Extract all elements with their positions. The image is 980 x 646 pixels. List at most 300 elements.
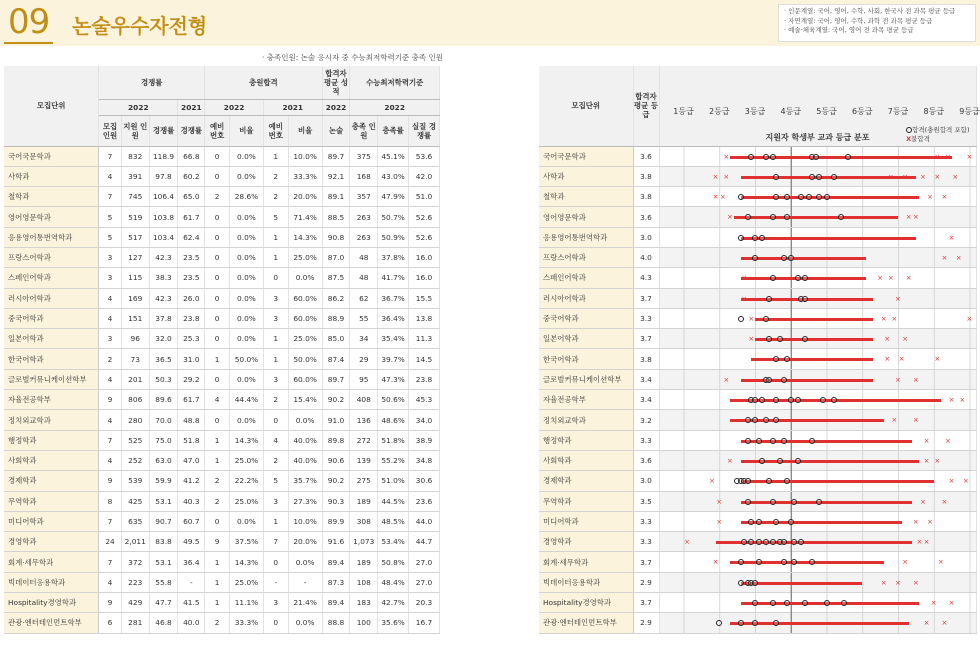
pass-marker (763, 539, 769, 545)
avg-grade: 2.9 (633, 572, 659, 592)
pass-marker (738, 235, 744, 241)
table-cell: 0.0% (229, 511, 263, 531)
col-2022: 2022 (350, 99, 440, 115)
table-row (539, 613, 976, 633)
unit-name: 정치외교학과 (4, 410, 99, 430)
table-cell: 15.5 (409, 288, 440, 308)
table-cell: 38.9 (409, 430, 440, 450)
table-cell: 31.0 (178, 349, 205, 369)
table-cell: 10.0% (288, 146, 322, 166)
pass-marker (748, 154, 754, 160)
table-cell: 45.1% (378, 146, 409, 166)
fail-marker: × (941, 497, 948, 506)
avg-grade: 3.2 (633, 410, 659, 430)
distribution-plot (659, 532, 976, 552)
fail-marker: × (726, 456, 733, 465)
pass-marker (752, 235, 758, 241)
table-cell: 25.0% (288, 329, 322, 349)
pass-marker (763, 316, 769, 322)
table-cell: 36.4% (378, 308, 409, 328)
table-cell: 0.0% (229, 268, 263, 288)
table-cell: 35.6% (378, 613, 409, 633)
table-cell: 53.4% (378, 532, 409, 552)
table-cell: 189 (350, 552, 378, 572)
avg-grade: 3.7 (633, 288, 659, 308)
table-cell: 5 (99, 207, 122, 227)
fail-marker: × (895, 578, 901, 587)
unit-name: 빅데이터응용학과 (4, 572, 99, 592)
fail-marker: × (719, 193, 726, 202)
col-ratio: 비율 (229, 115, 263, 146)
table-cell: 34.0 (409, 410, 440, 430)
applicant-range-bar (741, 379, 873, 382)
applicant-range-bar (741, 460, 920, 463)
unit-name: 자율전공학부 (4, 390, 99, 410)
table-cell: 115 (121, 268, 149, 288)
table-cell: 60.2 (178, 166, 205, 186)
unit-name: 한국어학과 (539, 349, 633, 369)
fail-marker: × (948, 477, 955, 486)
table-cell: 3 (263, 308, 288, 328)
fail-marker: × (723, 375, 730, 384)
table-cell: 15.4% (288, 390, 322, 410)
pass-marker (752, 255, 758, 261)
fail-marker: × (923, 436, 930, 445)
distribution-plot (659, 593, 976, 613)
table-cell: 16.7 (409, 613, 440, 633)
unit-name: 행정학과 (539, 430, 633, 450)
table-cell: 0.0% (229, 329, 263, 349)
fail-marker: × (934, 456, 941, 465)
pass-marker (752, 600, 758, 606)
table-row (4, 227, 440, 247)
pass-marker (738, 194, 744, 200)
fail-marker: × (937, 558, 944, 567)
table-cell: 87.5 (322, 268, 350, 288)
pass-marker (781, 255, 787, 261)
table-cell: 51.8% (378, 430, 409, 450)
table-cell: 37.8 (149, 308, 178, 328)
fail-marker: × (880, 578, 887, 587)
table-cell: 0.0% (288, 268, 322, 288)
table-cell: 50.6% (378, 390, 409, 410)
table-cell: 1 (263, 247, 288, 267)
table-cell: 100 (350, 613, 378, 633)
pass-marker (788, 255, 794, 261)
table-cell: 2 (263, 390, 288, 410)
note-arts: · 예술·체육계열: 국어, 영어 전 과목 평균 등급 (784, 26, 914, 34)
unit-name: 미디어학과 (539, 511, 633, 531)
table-cell: 53.1 (149, 552, 178, 572)
pass-marker (763, 154, 769, 160)
fail-marker: × (966, 152, 973, 161)
table-cell: 1 (205, 552, 230, 572)
section-number: 09 (4, 2, 53, 44)
section-title: 논술우수자전형 (72, 14, 208, 38)
table-cell: 36.4 (178, 552, 205, 572)
col-min-criteria: 수능최저학력기준 (350, 66, 440, 99)
table-row (4, 593, 440, 613)
table-cell: 42.3 (149, 288, 178, 308)
unit-name: 한국어학과 (4, 349, 99, 369)
table-cell: 90.2 (322, 471, 350, 491)
table-cell: 6 (99, 613, 122, 633)
table-cell: 108 (350, 572, 378, 592)
table-cell: 97.8 (149, 166, 178, 186)
table-row (4, 166, 440, 186)
fail-marker: × (709, 477, 715, 486)
table-cell: 83.8 (149, 532, 178, 552)
table-cell: 34 (350, 329, 378, 349)
table-cell: 189 (350, 491, 378, 511)
grade-tick-label: 7등급 (887, 106, 909, 116)
table-cell: 40.0% (288, 450, 322, 470)
pass-marker (759, 235, 765, 241)
table-cell: 103.8 (149, 207, 178, 227)
table-cell: 1 (263, 349, 288, 369)
table-cell: 50.3 (149, 369, 178, 389)
table-cell: 0.0% (229, 369, 263, 389)
table-cell: 7 (263, 532, 288, 552)
table-cell: 24 (99, 532, 122, 552)
unit-name: 철학과 (4, 187, 99, 207)
unit-name: 영어영문학과 (4, 207, 99, 227)
avg-grade: 3.7 (633, 593, 659, 613)
table-cell: 103.4 (149, 227, 178, 247)
pass-marker (752, 580, 758, 586)
unit-name: 국어국문학과 (4, 146, 99, 166)
table-cell: 0.0% (229, 308, 263, 328)
pass-marker (770, 539, 776, 545)
table-cell: - (263, 572, 288, 592)
table-row (539, 552, 976, 572)
table-cell: 47.7 (149, 593, 178, 613)
table-cell: 0 (205, 268, 230, 288)
unit-name: 경영학과 (4, 532, 99, 552)
avg-grade: 3.6 (633, 450, 659, 470)
pass-marker (770, 499, 776, 505)
col-ratio-2021: 비율 (288, 115, 322, 146)
applicant-range-bar (741, 521, 902, 524)
table-row (539, 593, 976, 613)
unit-name: 응용영어통번역학과 (539, 227, 633, 247)
table-cell: 23.5 (178, 268, 205, 288)
table-cell: 39.7% (378, 349, 409, 369)
table-cell: 33.3% (229, 613, 263, 633)
pass-marker (813, 154, 819, 160)
unit-name: 경영학과 (539, 532, 633, 552)
table-cell: 23.6 (409, 491, 440, 511)
table-cell: 89.8 (322, 430, 350, 450)
table-cell: 37.8% (378, 247, 409, 267)
table-cell: 3 (263, 369, 288, 389)
footnote: · 충족인원: 논술 응시자 중 수능최저학력기준 충족 인원 (262, 53, 443, 62)
table-cell: 4 (99, 308, 122, 328)
table-cell: 11.3 (409, 329, 440, 349)
grade-tick-label: 9등급 (959, 106, 980, 116)
table-cell: 7 (99, 552, 122, 572)
distribution-plot (659, 146, 976, 166)
table-cell: 0.0% (229, 207, 263, 227)
table-cell: 87.3 (322, 572, 350, 592)
pass-marker (770, 154, 776, 160)
table-cell: 23.5 (178, 247, 205, 267)
section-header (0, 0, 980, 46)
col-unit: 모집단위 (4, 66, 99, 146)
table-row (4, 450, 440, 470)
unit-name: 회계·세무학과 (539, 552, 633, 572)
distribution-plot (659, 227, 976, 247)
distribution-plot (659, 511, 976, 531)
table-cell: 32.0 (149, 329, 178, 349)
table-cell: 832 (121, 146, 149, 166)
table-cell: 1 (205, 450, 230, 470)
avg-grade: 3.3 (633, 308, 659, 328)
table-cell: 89.6 (149, 390, 178, 410)
col-rate-2021: 경쟁률 (178, 115, 205, 146)
table-cell: 89.7 (322, 146, 350, 166)
table-cell: 2,011 (121, 532, 149, 552)
table-cell: 2 (205, 471, 230, 491)
table-row (539, 349, 976, 369)
table-cell: 0.0% (288, 613, 322, 633)
fail-marker: × (712, 193, 719, 202)
fail-marker: × (966, 314, 973, 323)
table-cell: 95 (350, 369, 378, 389)
fail-marker: × (934, 355, 941, 364)
fail-marker: × (927, 193, 934, 202)
table-cell: 3 (99, 247, 122, 267)
unit-name: 경제학과 (539, 471, 633, 491)
table-cell: 62 (350, 288, 378, 308)
pass-marker (788, 519, 794, 525)
grade-tick-label: 6등급 (851, 106, 873, 116)
unit-name: 사학과 (4, 166, 99, 186)
table-cell: 3 (99, 329, 122, 349)
avg-grade: 3.8 (633, 349, 659, 369)
unit-name: 관광·엔터테인먼트학부 (539, 613, 633, 633)
table-cell: 88.8 (322, 613, 350, 633)
table-row (4, 207, 440, 227)
fail-marker: × (952, 172, 959, 181)
table-cell: 8 (99, 491, 122, 511)
table-row (4, 369, 440, 389)
table-cell: 44.4% (229, 390, 263, 410)
table-cell: 30.6 (409, 471, 440, 491)
col-2022: 2022 (99, 99, 178, 115)
table-cell: 9 (205, 532, 230, 552)
table-cell: 25.0% (288, 247, 322, 267)
unit-name: 국어국문학과 (539, 146, 633, 166)
fail-marker: × (887, 274, 894, 283)
table-row (539, 532, 976, 552)
unit-name: 영어영문학과 (539, 207, 633, 227)
table-cell: 151 (121, 308, 149, 328)
unit-name: 프랑스어학과 (539, 247, 633, 267)
table-cell: 65.0 (178, 187, 205, 207)
table-cell: 35.4% (378, 329, 409, 349)
table-cell: 25.0% (229, 491, 263, 511)
fail-marker: × (945, 436, 951, 445)
distribution-plot (659, 572, 976, 592)
avg-grade: 3.8 (633, 166, 659, 186)
table-cell: 48.4% (378, 572, 409, 592)
table-row (4, 552, 440, 572)
distribution-plot (659, 430, 976, 450)
table-cell: 48.5% (378, 511, 409, 531)
fail-marker: × (887, 172, 894, 181)
pass-marker (791, 499, 797, 505)
distribution-plot (659, 613, 976, 633)
table-cell: 2 (99, 349, 122, 369)
distribution-plot (659, 491, 976, 511)
unit-name: 일본어학과 (539, 329, 633, 349)
table-row (4, 308, 440, 328)
table-cell: 4 (99, 410, 122, 430)
unit-name: 사학과 (539, 166, 633, 186)
table-cell: 2 (263, 450, 288, 470)
table-cell: 0.0% (288, 410, 322, 430)
table-row (4, 247, 440, 267)
table-cell: 92.1 (322, 166, 350, 186)
table-cell: 517 (121, 227, 149, 247)
grade-tick-label: 2등급 (708, 106, 730, 116)
table-cell: 263 (350, 207, 378, 227)
table-row (539, 471, 976, 491)
table-cell: 90.6 (322, 450, 350, 470)
table-cell: 48.8 (178, 410, 205, 430)
table-cell: 91.6 (322, 532, 350, 552)
table-cell: 25.3 (178, 329, 205, 349)
table-cell: 27.0 (409, 552, 440, 572)
table-row (539, 410, 976, 430)
table-cell: 1 (263, 511, 288, 531)
table-cell: 49.5 (178, 532, 205, 552)
fail-marker: × (741, 274, 748, 283)
avg-grade: 3.0 (633, 227, 659, 247)
avg-grade: 3.6 (633, 207, 659, 227)
table-cell: 88.9 (322, 308, 350, 328)
table-cell: 263 (350, 227, 378, 247)
pass-marker (795, 397, 801, 403)
table-cell: 0 (205, 329, 230, 349)
fail-marker: × (941, 253, 948, 262)
fail-marker: × (905, 213, 912, 222)
unit-name: 러시아어학과 (4, 288, 99, 308)
fail-marker: × (923, 456, 930, 465)
table-cell: 14.3% (288, 227, 322, 247)
table-cell: 40.0 (178, 613, 205, 633)
table-cell: 60.7 (178, 511, 205, 531)
distribution-plot (659, 207, 976, 227)
table-cell: 90.3 (322, 491, 350, 511)
table-cell: 7 (99, 511, 122, 531)
table-cell: 52.6 (409, 207, 440, 227)
table-row (4, 329, 440, 349)
table-cell: 51.0 (409, 187, 440, 207)
table-cell: 14.5 (409, 349, 440, 369)
table-row (539, 430, 976, 450)
table-cell: 16.0 (409, 247, 440, 267)
table-row (4, 410, 440, 430)
table-cell: 55 (350, 308, 378, 328)
table-cell: 45.3 (409, 390, 440, 410)
table-row (4, 613, 440, 633)
applicant-range-bar (751, 358, 873, 361)
unit-name: 미디어학과 (4, 511, 99, 531)
distribution-plot (659, 471, 976, 491)
table-cell: 71.4% (288, 207, 322, 227)
table-cell: 86.2 (322, 288, 350, 308)
distribution-plot (659, 308, 976, 328)
unit-name: 글로벌커뮤니케이션학부 (4, 369, 99, 389)
admission-results-table (4, 66, 440, 634)
grade-distribution-table (539, 66, 980, 634)
distribution-plot (659, 247, 976, 267)
avg-grade: 3.5 (633, 491, 659, 511)
fail-marker: × (941, 619, 948, 628)
table-cell: 308 (350, 511, 378, 531)
pass-marker (770, 438, 776, 444)
table-cell: 9 (99, 593, 122, 613)
table-cell: 2 (205, 491, 230, 511)
table-cell: 51.0% (378, 471, 409, 491)
table-cell: 14.3% (229, 552, 263, 572)
fail-marker: × (726, 213, 733, 222)
unit-name: 회계·세무학과 (4, 552, 99, 572)
avg-grade: 3.7 (633, 552, 659, 572)
distribution-plot (659, 329, 976, 349)
fail-marker: × (684, 538, 690, 547)
pass-marker (738, 580, 744, 586)
distribution-plot (659, 288, 976, 308)
fail-marker: × (741, 294, 748, 303)
table-row (539, 329, 976, 349)
table-cell: 48.6% (378, 410, 409, 430)
applicant-range-bar (755, 338, 873, 341)
table-cell: 29 (350, 349, 378, 369)
table-cell: 745 (121, 187, 149, 207)
fail-marker: × (880, 314, 887, 323)
note-humanities: · 인문계열: 국어, 영어, 수학, 사회, 한국사 전 과목 평균 등급 (784, 7, 956, 15)
table-cell: 0 (205, 247, 230, 267)
pass-marker (756, 519, 762, 525)
unit-name: 스페인어학과 (4, 268, 99, 288)
table-cell: 23.8 (409, 369, 440, 389)
unit-name: 무역학과 (4, 491, 99, 511)
table-cell: 91.0 (322, 410, 350, 430)
table-cell: 201 (121, 369, 149, 389)
table-cell: 372 (121, 552, 149, 572)
table-cell: 44.5% (378, 491, 409, 511)
distribution-plot (659, 410, 976, 430)
distribution-plot (659, 450, 976, 470)
table-cell: 13.8 (409, 308, 440, 328)
table-cell: 391 (121, 166, 149, 186)
pass-marker (816, 499, 822, 505)
table-cell: 41.2 (178, 471, 205, 491)
table-cell: 127 (121, 247, 149, 267)
table-cell: 9 (99, 390, 122, 410)
grade-tick-label: 3등급 (744, 106, 766, 116)
table-cell: 53.1 (149, 491, 178, 511)
fail-marker: × (712, 558, 719, 567)
table-cell: 1 (263, 227, 288, 247)
table-cell: 44.0 (409, 511, 440, 531)
fail-marker: × (723, 152, 730, 161)
pass-marker (756, 539, 762, 545)
fail-marker: × (891, 314, 898, 323)
